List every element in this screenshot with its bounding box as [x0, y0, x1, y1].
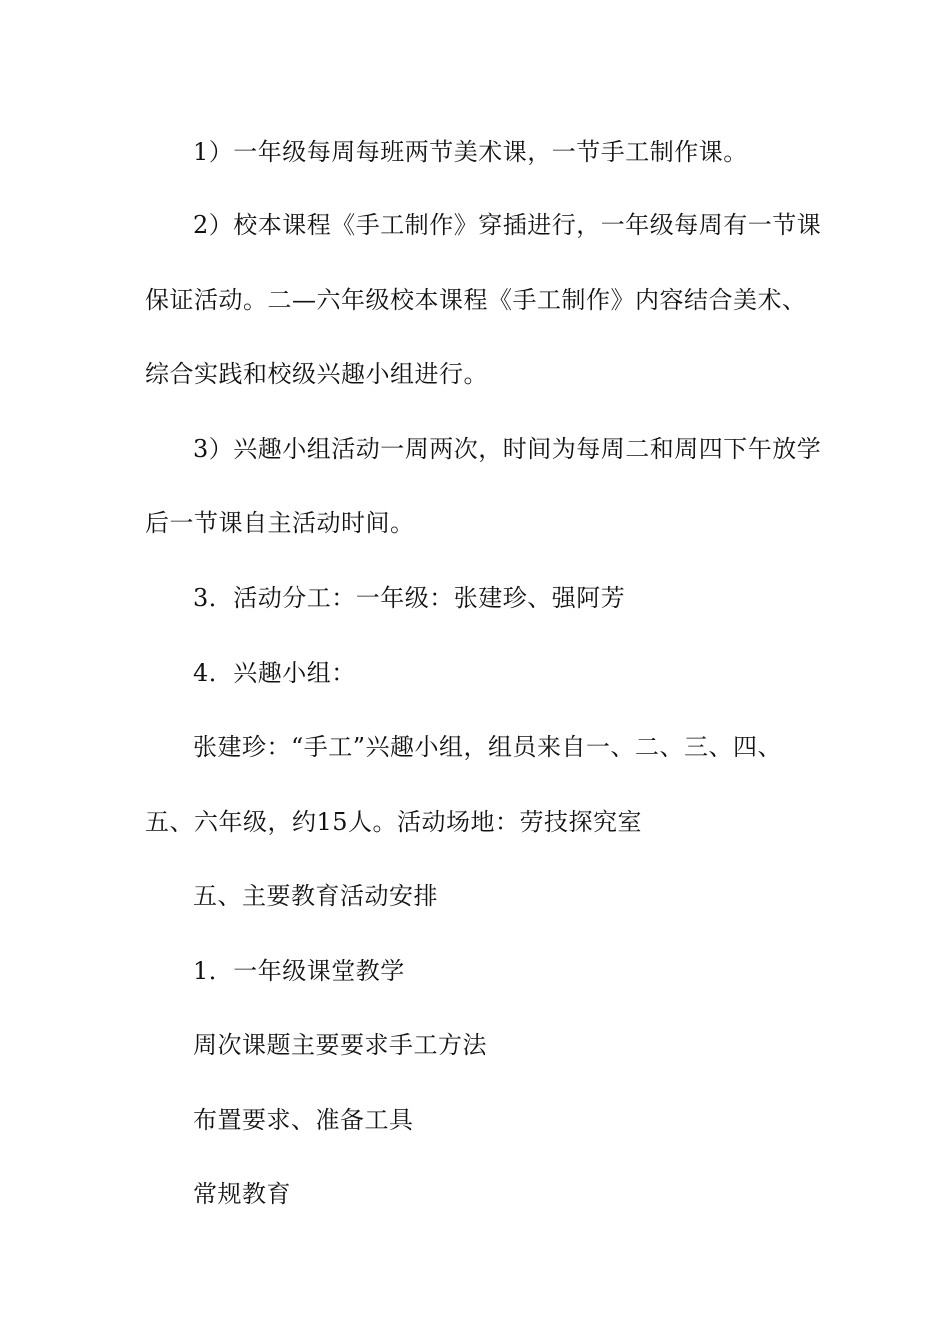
- paragraph-line-10: 五、六年级，约15人。活动场地：劳技探究室: [145, 808, 643, 836]
- paragraph-line-8: 4．兴趣小组：: [193, 659, 356, 687]
- subsection-heading: 1．一年级课堂教学: [193, 957, 405, 985]
- paragraph-line-7: 3．活动分工：一年级：张建珍、强阿芳: [193, 584, 626, 612]
- paragraph-line-4: 综合实践和校级兴趣小组进行。: [145, 360, 488, 388]
- paragraph-line-13: 周次课题主要要求手工方法: [193, 1031, 487, 1059]
- paragraph-line-6: 后一节课自主活动时间。: [145, 509, 415, 537]
- paragraph-line-3: 保证活动。二—六年级校本课程《手工制作》内容结合美术、: [145, 286, 807, 314]
- paragraph-line-5: 3）兴趣小组活动一周两次，时间为每周二和周四下午放学: [193, 435, 822, 463]
- paragraph-line-14: 布置要求、准备工具: [193, 1106, 414, 1134]
- paragraph-line-9: 张建珍：“手工”兴趣小组，组员来自一、二、三、四、: [193, 733, 783, 761]
- paragraph-line-2: 2）校本课程《手工制作》穿插进行，一年级每周有一节课: [193, 211, 822, 239]
- paragraph-line-1: 1）一年级每周每班两节美术课，一节手工制作课。: [193, 138, 748, 166]
- paragraph-line-15: 常规教育: [193, 1180, 291, 1208]
- section-heading: 五、主要教育活动安排: [193, 882, 438, 910]
